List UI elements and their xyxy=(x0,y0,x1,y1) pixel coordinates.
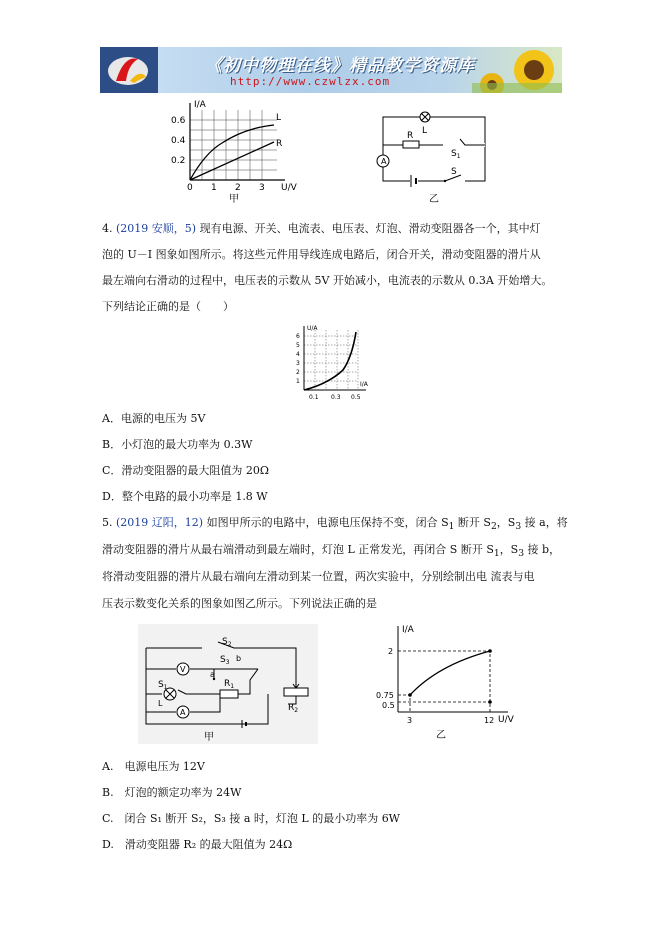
question-source: (2019 辽阳，12) xyxy=(116,516,204,529)
figure-iu-graph-top xyxy=(160,98,320,206)
axis-y-label: I/A xyxy=(194,100,206,110)
question-source: (2019 安顺，5) xyxy=(116,222,197,235)
y-tick: 0.75 xyxy=(376,691,394,700)
q5-line-4: 压表示数变化关系的图象如图乙所示。下列说法正确的是 xyxy=(102,597,377,610)
q4-option-c[interactable]: C．滑动变阻器的最大阻值为 20Ω xyxy=(102,464,270,477)
axis-y-label: I/A xyxy=(402,625,414,635)
switch-label: $S_3$ xyxy=(220,655,230,666)
switch-label: S xyxy=(451,167,457,177)
banner-url[interactable]: http://www.czwlzx.com xyxy=(230,75,391,88)
y-tick: 3 xyxy=(296,360,300,367)
y-tick: 0.6 xyxy=(171,116,186,126)
q5-option-c[interactable]: C. 闭合 S₁ 断开 S₂，S₃ 接 a 时，灯泡 L 的最小功率为 6W xyxy=(102,812,400,825)
x-tick: 0.1 xyxy=(309,394,319,401)
ammeter-label: A xyxy=(180,708,186,717)
switch-label: $S_1$ xyxy=(158,680,168,691)
x-tick: 0 xyxy=(187,183,193,193)
y-tick: 2 xyxy=(296,369,300,376)
q5-line-1: 5. (2019 辽阳，12) 如图甲所示的电路中，电源电压保持不变，闭合 $S_1$ 断开 $S_2$，$S_3$ 接 a，将 xyxy=(102,516,568,533)
x-tick: 0.3 xyxy=(331,394,341,401)
banner-title: 《初中物理在线》精品教学资源库 xyxy=(205,56,475,76)
resistor-label: $R_1$ xyxy=(224,679,235,690)
q4-line-3: 最左端向右滑动的过程中，电压表的示数从 5V 开始减小，电流表的示数从 0.3A 开始增大。 xyxy=(102,274,553,287)
curve-label: R xyxy=(276,139,283,149)
axis-x-label: U/V xyxy=(281,183,297,193)
y-tick: 0.2 xyxy=(171,156,186,166)
x-tick: 2 xyxy=(235,183,241,193)
x-tick: 12 xyxy=(484,716,495,725)
resistor-label: R xyxy=(407,131,414,141)
resistor-label: $R_2$ xyxy=(288,703,299,714)
figure-caption: 甲 xyxy=(229,194,239,205)
y-tick: 2 xyxy=(388,647,394,656)
q4-line-4: 下列结论正确的是（ ） xyxy=(102,300,234,313)
y-tick: 1 xyxy=(296,378,300,385)
y-tick: 0.5 xyxy=(382,701,395,710)
q4-option-b[interactable]: B．小灯泡的最大功率为 0.3W xyxy=(102,438,253,451)
figure-caption: 甲 xyxy=(204,732,214,743)
q4-line-1 xyxy=(102,222,541,236)
q4-option-a[interactable]: A．电源的电压为 5V xyxy=(102,412,206,425)
x-tick: 0.5 xyxy=(351,394,361,401)
q5-line-2: 滑动变阻器的滑片从最右端滑动到最左端时，灯泡 L 正常发光，再闭合 S 断开 $S_1$，$S_3$ 接 b， xyxy=(102,543,561,560)
y-tick: 5 xyxy=(296,342,300,349)
y-tick: 4 xyxy=(296,351,300,358)
figure-q5-circuit xyxy=(138,624,318,744)
curve-label: L xyxy=(276,113,282,123)
figure-circuit-top xyxy=(365,103,495,207)
x-tick: 1 xyxy=(211,183,217,193)
switch-label: $S_1$ xyxy=(451,149,461,160)
axis-y-label: U/A xyxy=(307,325,318,332)
q4-option-d[interactable]: D．整个电路的最小功率是 1.8 W xyxy=(102,490,268,503)
switch-label: $S_2$ xyxy=(222,637,232,648)
x-tick: 3 xyxy=(407,716,413,725)
question-number: 5. xyxy=(102,516,113,529)
axis-x-label: U/V xyxy=(498,715,514,725)
figure-caption: 乙 xyxy=(436,730,446,741)
site-logo-icon xyxy=(100,47,158,93)
site-banner xyxy=(100,47,562,93)
question-number: 4. xyxy=(102,222,113,235)
x-tick: 3 xyxy=(259,183,265,193)
y-tick: 0.4 xyxy=(171,136,186,146)
q5-option-b[interactable]: B. 灯泡的额定功率为 24W xyxy=(102,786,242,799)
q4-line-2: 泡的 U－I 图象如图所示。将这些元件用导线连成电路后，闭合开关，滑动变阻器的滑片从 xyxy=(102,248,541,261)
voltmeter-label: V xyxy=(180,665,186,674)
axis-x-label: I/A xyxy=(360,381,368,388)
terminal-label: b xyxy=(236,654,242,663)
y-tick: 6 xyxy=(296,333,300,340)
lamp-label: L xyxy=(422,126,428,136)
figure-q4-graph xyxy=(288,322,374,406)
question-text: 现有电源、开关、电流表、电压表、灯泡、滑动变阻器各一个，其中灯 xyxy=(199,222,541,235)
q5-line-3: 将滑动变阻器的滑片从最右端向左滑动到某一位置，两次实验中，分别绘制出电 流表与电 xyxy=(102,570,535,583)
sunflower-icon xyxy=(472,47,562,93)
q5-option-a[interactable]: A. 电源电压为 12V xyxy=(102,760,205,773)
terminal-label: a xyxy=(210,670,215,679)
figure-q5-graph xyxy=(368,620,528,748)
figure-caption: 乙 xyxy=(429,194,439,205)
lamp-label: L xyxy=(158,699,163,708)
ammeter-label: A xyxy=(381,157,387,166)
q5-option-d[interactable]: D. 滑动变阻器 R₂ 的最大阻值为 24Ω xyxy=(102,838,293,851)
